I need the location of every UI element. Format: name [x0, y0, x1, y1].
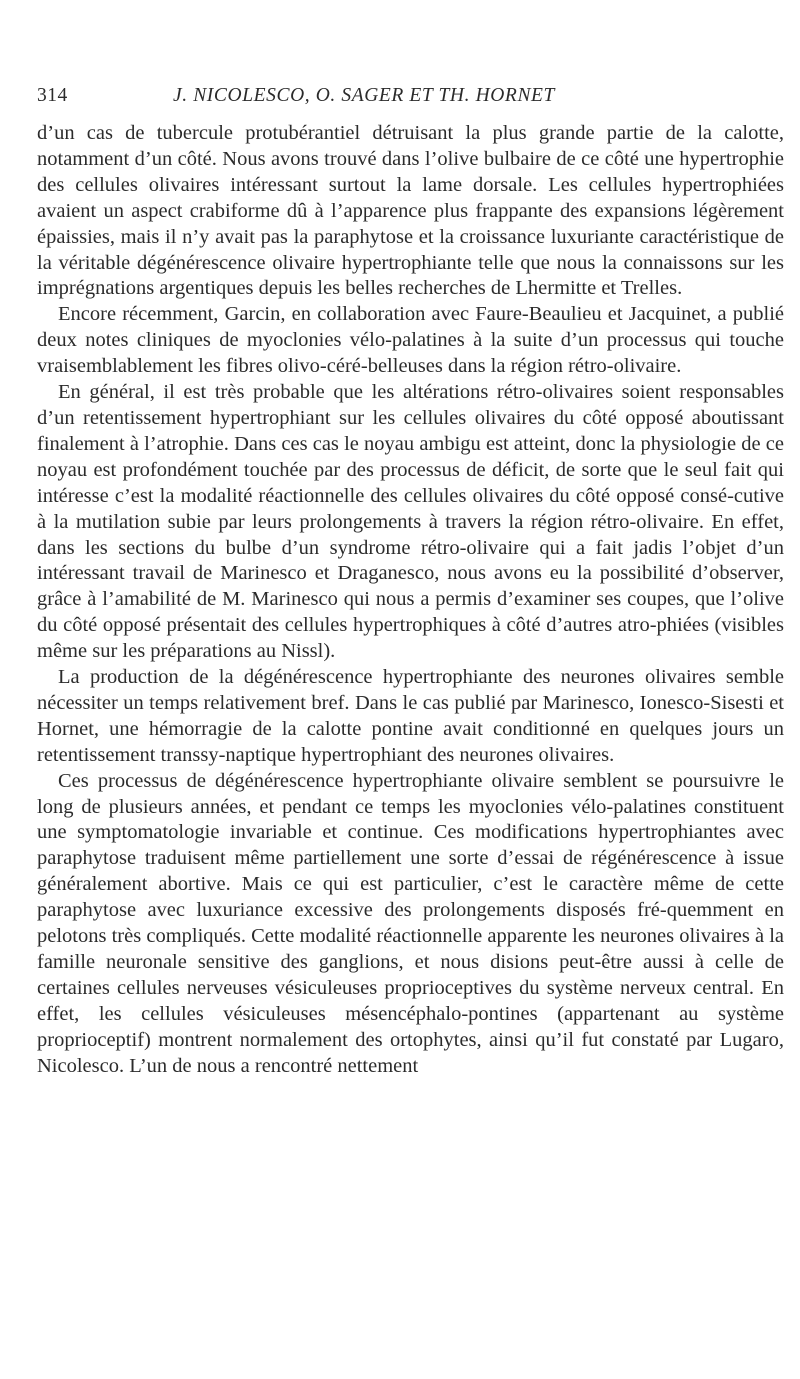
body-text — [37, 121, 784, 1080]
paragraph-garcin: Encore récemment, Garcin, en collaboration avec Faure-Beaulieu et Jacquinet, a publié deux notes cliniques de myoclonies vélo-palatines à la suite d’un processus qui touche vraisemblablement les fibres olivo-céré-belleuses dans la région rétro-olivaire. — [37, 303, 784, 378]
book-page — [37, 82, 784, 1080]
running-title: J. NICOLESCO, O. SAGER ET TH. HORNET — [173, 85, 556, 106]
paragraph-retro-olivary: En général, il est très probable que les altérations rétro-olivaires soient responsables d’un retentissement hypertrophiant sur les cellules olivaires du côté opposé aboutissant finalement à l’atrophie. Dans ces cas le noyau ambigu est atteint, donc la physiologie de ce noyau est profondément touchée par des processus de déficit, de sorte que le seul fait qui intéresse c’est la modalité réactionnelle des cellules olivaires du côté opposé consé-cutive à la mutilation subie par leurs prolongements à travers la région rétro-olivaire. En effet, dans les sections du bulbe d’un syndrome rétro-olivaire qui a fait jadis l’objet d’un intéressant travail de Marinesco et Draganesco, nous avons eu la possibilité d’observer, grâce à l’amabilité de M. Marinesco qui nous a permis d’examiner ses coupes, que l’olive du côté opposé présentait des cellules hypertrophiques à côté d’autres atro-phiées (visibles même sur les préparations au Nissl). — [37, 381, 784, 663]
running-header — [37, 82, 784, 110]
page-number: 314 — [37, 85, 68, 106]
paragraph-hypertrophic-degeneration: La production de la dégénérescence hypertrophiante des neurones olivaires semble nécessiter un temps relativement bref. Dans le cas publié par Marinesco, Ionesco-Sisesti et Hornet, une hémorragie de la calotte pontine avait conditionné en quelques jours un retentissement transsy-naptique hypertrophiant des neurones olivaires. — [37, 666, 784, 766]
paragraph-continuation: d’un cas de tubercule protubérantiel détruisant la plus grande partie de la calotte, notamment d’un côté. Nous avons trouvé dans l’olive bulbaire de ce côté une hypertrophie des cellules olivaires intéressant surtout la lame dorsale. Les cellules hypertrophiées avaient un aspect crabiforme dû à l’apparence plus frappante des expansions légèrement épaissies, mais il n’y avait pas la paraphytose et la croissance luxuriante caractéristique de la véritable dégénérescence olivaire hypertrophiante telle que nous la connaissons sur les imprégnations argentiques depuis les belles recherches de Lhermitte et Trelles. — [37, 122, 784, 300]
paragraph-paraphytosis: Ces processus de dégénérescence hypertrophiante olivaire semblent se poursuivre le long de plusieurs années, et pendant ce temps les myoclonies vélo-palatines constituent une symptomatologie invariable et continue. Ces modifications hypertrophiantes avec paraphytose traduisent même partiellement une sorte d’essai de régénérescence à issue généralement abortive. Mais ce qui est particulier, c’est le caractère même de cette paraphytose avec luxuriance excessive des prolongements disposés fré-quemment en pelotons très compliqués. Cette modalité réactionnelle apparente les neurones olivaires à la famille neuronale sensitive des ganglions, et nous disions peut-être aussi à celle de certaines cellules nerveuses vésiculeuses proprioceptives du système nerveux central. En effet, les cellules vésiculeuses mésencéphalo-pontines (appartenant au système proprioceptif) montrent normalement des ortophytes, ainsi qu’il fut constaté par Lugaro, Nicolesco. L’un de nous a rencontré nettement — [37, 769, 784, 1077]
